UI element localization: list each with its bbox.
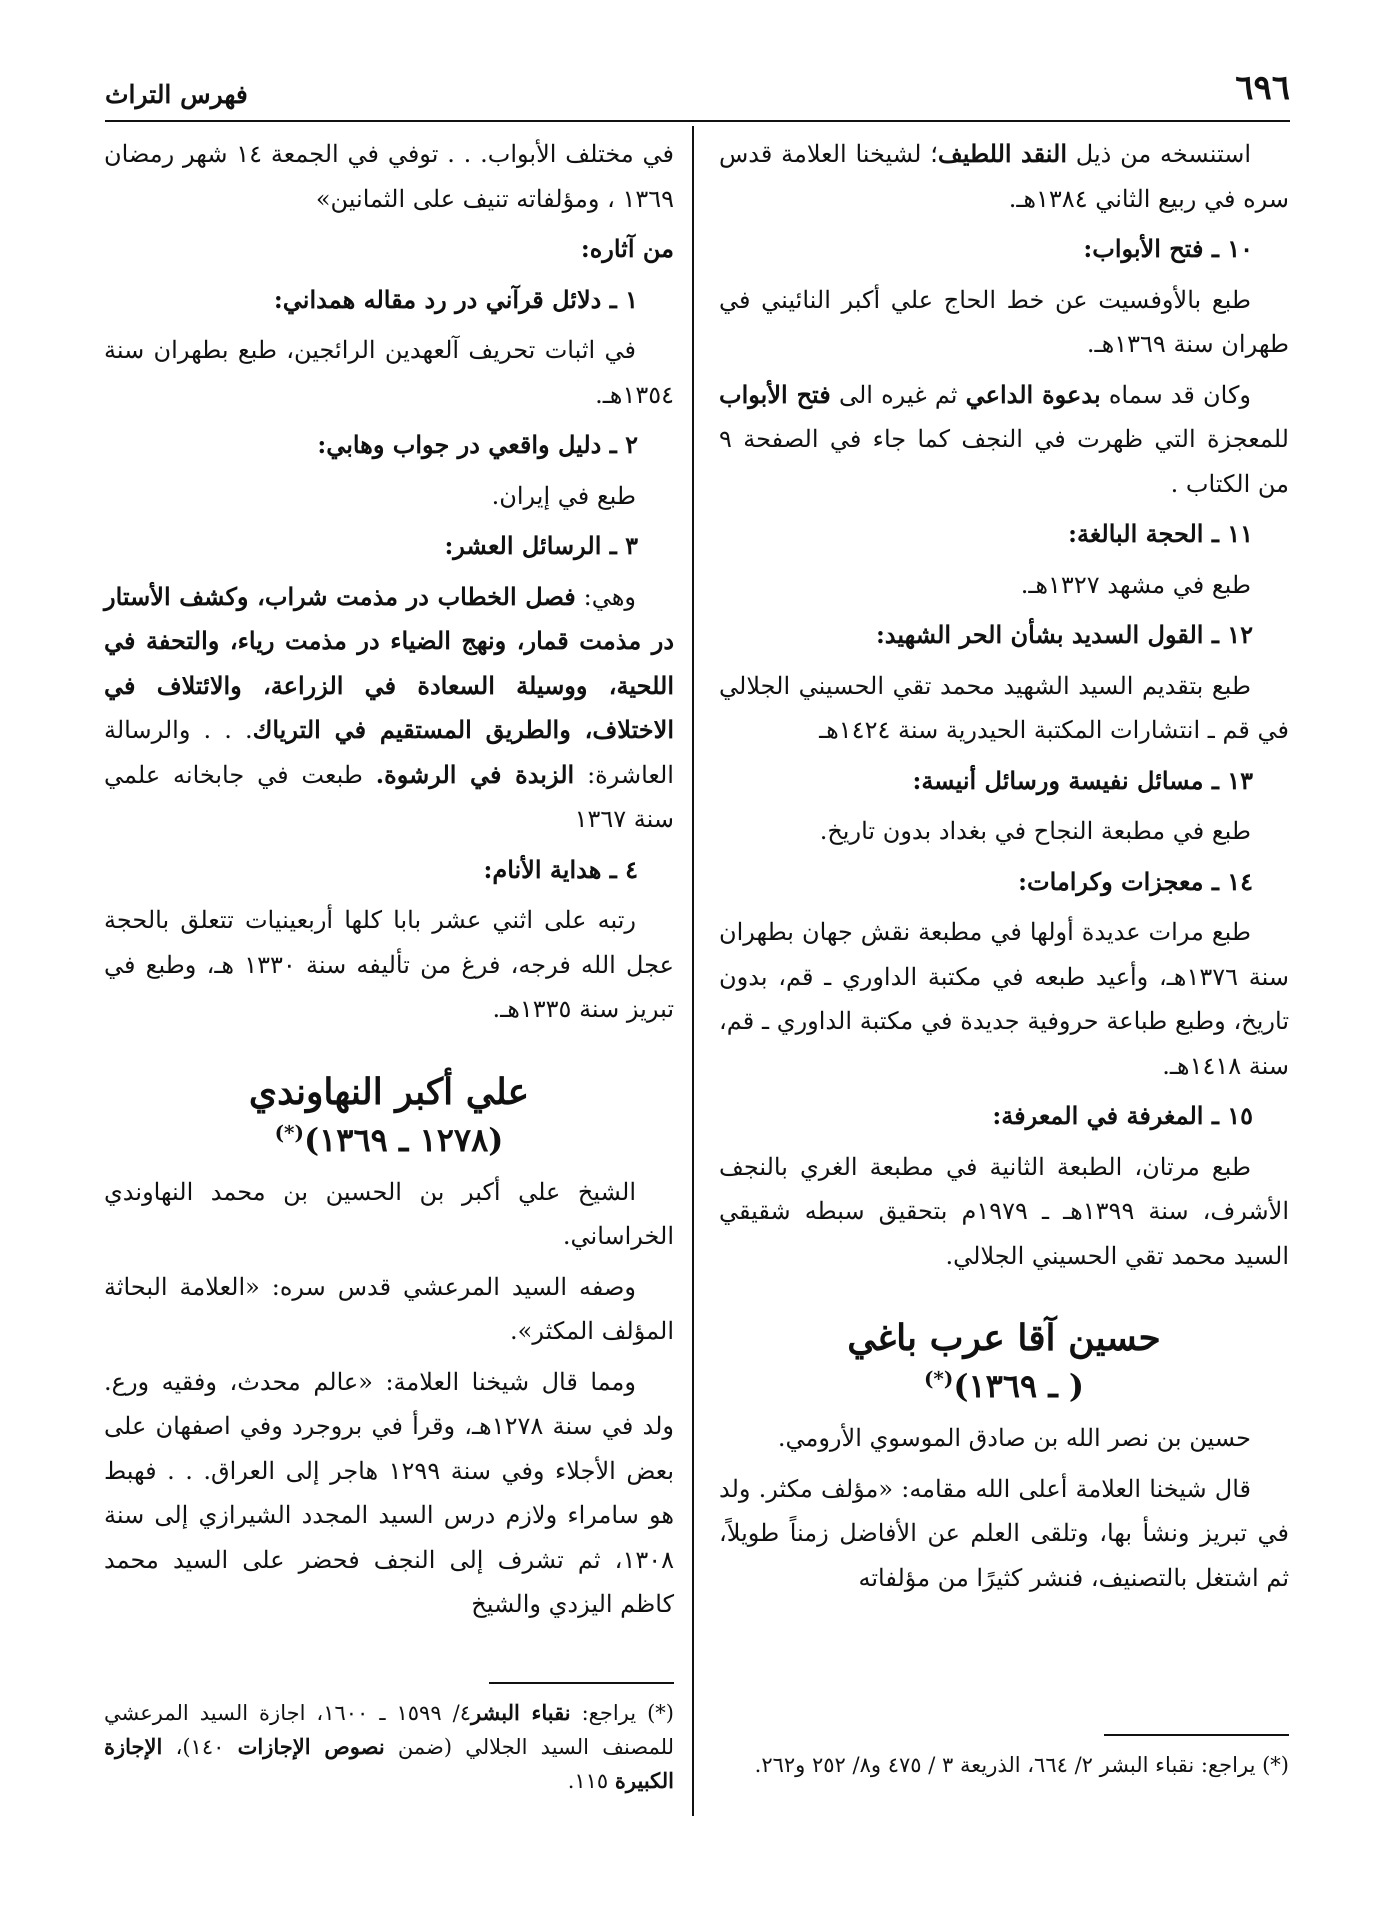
biography-heading xyxy=(104,1068,674,1164)
footnote-rule xyxy=(489,1682,674,1684)
item-14-text: طبع مرات عديدة أولها في مطبعة نقش جهان بطهران سنة ١٣٧٦هـ، وأعيد طبعه في مكتبة الداوري ـ قم، بدون تاريخ، وطبع طباعة حروفية جديدة في مكتبة الداوري ـ قم، سنة ١٤١٨هـ. xyxy=(719,918,1289,1080)
intro-paragraph: استنسخه من ذيل النقد اللطيف؛ لشيخنا العلامة قدس سره في ربيع الثاني ١٣٨٤هـ. xyxy=(719,139,1289,213)
item-10-note: وكان قد سماه بدعوة الداعي ثم غيره الى فتح الأبواب للمعجزة التي ظهرت في النجف كما جاء في الصفحة ٩ من الكتاب . xyxy=(719,379,1289,498)
footnote-left: (*) يراجع: نقباء البشر٤/ ١٥٩٩ ـ ١٦٠٠، اجازة السيد المرعشي للمصنف السيد الجلالي (ضمن نصوص الإجازات ١٤٠)، الإجازة الكبيرة ١١٥. xyxy=(104,1700,674,1793)
work-3-text: وهي: فصل الخطاب در مذمت شراب، وكشف الأستار در مذمت قمار، ونهج الضياء در مذمت رياء، والتحفة في اللحية، ووسيلة السعادة في الزراعة، والائتلاف في الاختلاف، والطريق المستقيم في الترياك. . . والرسالة العاشرة: الزبدة في الرشوة. طبعت في جابخانه علمي سنة ١٣٦٧ xyxy=(104,581,675,833)
item-10-title: ١٠ ـ فتح الأبواب: xyxy=(1083,234,1253,263)
work-3-title: ٣ ـ الرسائل العشر: xyxy=(444,531,638,560)
page-number: ٦٩٦ xyxy=(1235,68,1290,108)
left-column xyxy=(104,132,674,1633)
item-13-text: طبع في مطبعة النجاح في بغداد بدون تاريخ. xyxy=(819,817,1251,845)
continuation-paragraph: في مختلف الأبواب. . . توفي في الجمعة ١٤ شهر رمضان ١٣٦٩ ، ومؤلفاته تنيف على الثمانين» xyxy=(104,140,674,213)
biography-paragraph: ومما قال شيخنا العلامة: «عالم محدث، وفقيه ورع. ولد في سنة ١٢٧٨هـ، وقرأ في بروجرد وفي اصفهان على بعض الأجلاء وفي سنة ١٢٩٩ هاجر إلى العراق. . . فهبط هو سامراء ولازم درس السيد المجدد الشيرازي إلى سنة ١٣٠٨، ثم تشرف إلى النجف فحضر على السيد محمد كاظم اليزدي والشيخ xyxy=(104,1367,674,1618)
work-4-text: رتبه على اثني عشر بابا كلها أربعينيات تتعلق بالحجة عجل الله فرجه، فرغ من تأليفه سنة ١٣٣٠ هـ، وطبع في تبريز سنة ١٣٣٥هـ. xyxy=(104,906,674,1023)
work-1-text: في اثبات تحريف آلعهدين الرائجين، طبع بطهران سنة ١٣٥٤هـ. xyxy=(104,336,674,409)
work-4-title: ٤ ـ هداية الأنام: xyxy=(483,854,638,884)
footnote-right: (*) يراجع: نقباء البشر ٢/ ٦٦٤، الذريعة ٣ / ٤٧٥ و٨/ ٢٥٢ و٢٦٢. xyxy=(754,1753,1289,1777)
footnote-rule xyxy=(1104,1734,1289,1736)
work-2-title: ٢ ـ دليل واقعي در جواب وهابي: xyxy=(317,430,638,459)
biography-years: (١٢٧٨ ـ ١٣٦٩)(*) xyxy=(274,1119,504,1159)
biography-years: ( ـ ١٣٦٩)(*) xyxy=(923,1366,1085,1405)
biography-paragraph: حسين بن نصر الله بن صادق الموسوي الأرومي. xyxy=(777,1424,1251,1452)
item-12-title: ١٢ ـ القول السديد بشأن الحر الشهيد: xyxy=(875,620,1253,649)
biography-name: علي أكبر النهاوندي xyxy=(248,1070,530,1113)
biography-name: حسين آقا عرب باغي xyxy=(847,1317,1161,1359)
item-13-title: ١٣ ـ مسائل نفيسة ورسائل أنيسة: xyxy=(912,765,1253,795)
item-15-text: طبع مرتان، الطبعة الثانية في مطبعة الغري بالنجف الأشرف، سنة ١٣٩٩هـ ـ ١٩٧٩م بتحقيق سبطه شقيقي السيد محمد تقي الحسيني الجلالي. xyxy=(719,1152,1289,1270)
item-12-text: طبع بتقديم السيد الشهيد محمد تقي الحسيني الجلالي في قم ـ انتشارات المكتبة الحيدرية سنة ١٤٢٤هـ xyxy=(719,671,1289,744)
work-1-title: ١ ـ دلائل قرآني در رد مقاله همداني: xyxy=(273,284,638,314)
biography-paragraph: قال شيخنا العلامة أعلى الله مقامه: «مؤلف مكثر. ولد في تبريز ونشأ بها، وتلقى العلم عن الأفاضل زمناً طويلاً، ثم اشتغل بالتصنيف، فنشر كثيرًا من مؤلفاته xyxy=(719,1474,1289,1592)
item-11-title: ١١ ـ الحجة البالغة: xyxy=(1068,519,1253,548)
page-header xyxy=(105,68,1290,122)
item-10-text: طبع بالأوفسيت عن خط الحاج علي أكبر النائيني في طهران سنة ١٣٦٩هـ. xyxy=(719,285,1289,358)
work-2-text: طبع في إيران. xyxy=(491,481,636,510)
item-14-title: ١٤ ـ معجزات وكرامات: xyxy=(1018,866,1253,896)
biography-heading xyxy=(719,1314,1289,1410)
column-divider xyxy=(692,126,694,1816)
biography-paragraph: الشيخ علي أكبر بن الحسين بن محمد النهاوندي الخراساني. xyxy=(104,1177,674,1250)
item-15-title: ١٥ ـ المغرفة في المعرفة: xyxy=(992,1101,1253,1130)
biography-paragraph: وصفه السيد المرعشي قدس سره: «العلامة البحاثة المؤلف المكثر». xyxy=(104,1272,674,1345)
works-heading: من آثاره: xyxy=(580,234,674,263)
running-title: فهرس التراث xyxy=(105,80,248,109)
right-column xyxy=(719,132,1289,1606)
item-11-text: طبع في مشهد ١٣٢٧هـ. xyxy=(1020,570,1251,599)
